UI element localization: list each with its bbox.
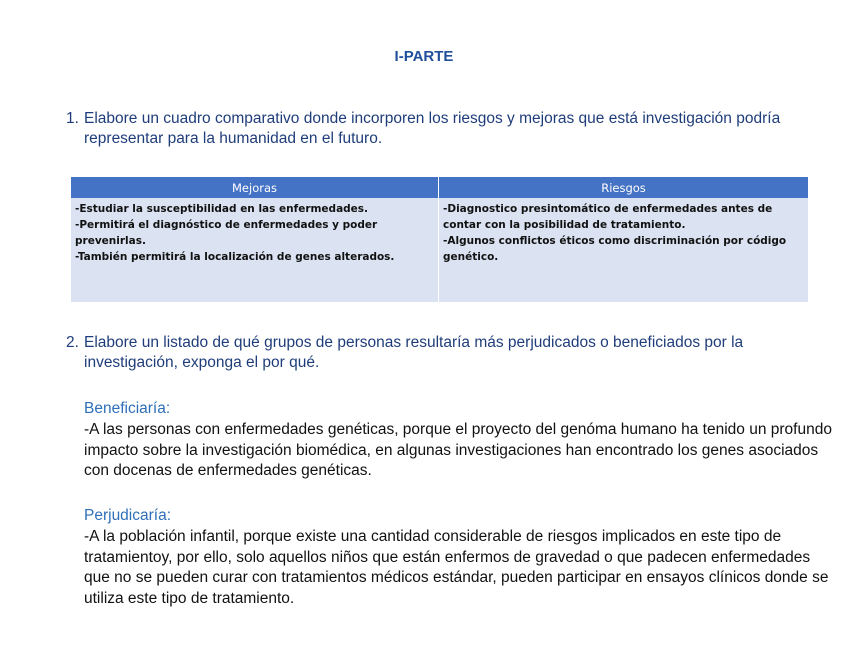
mejoras-cell (71, 198, 439, 302)
table-header-mejoras: Mejoras (71, 177, 439, 198)
question-1 (66, 109, 816, 149)
beneficiaria-heading: Beneficiaría: (84, 400, 171, 417)
table-header-row (71, 177, 808, 198)
question-2-text: Elabore un listado de qué grupos de personas resultaría más perjudicados o beneficiados por la investigación, exponga el por qué. (84, 334, 744, 371)
mejoras-item: -Permitirá el diagnóstico de enfermedades y poder prevenirlas. (75, 219, 378, 247)
page-title: I-PARTE (394, 48, 454, 65)
question-2 (66, 333, 816, 373)
mejoras-item: -También permitirá la localización de genes alterados. (75, 251, 395, 263)
question-2-number: 2. (66, 334, 79, 351)
question-1-text: Elabore un cuadro comparativo donde incorporen los riesgos y mejoras que está investigación podría representar para la humanidad en el futuro. (84, 110, 781, 147)
table-header-riesgos: Riesgos (439, 177, 809, 198)
beneficiaria-body: -A las personas con enfermedades genéticas, porque el proyecto del genóma humano ha tenido un profundo impacto sobre la investigación biomédica, en algunas investigaciones han encontrado los genes asociados con docenas de enfermedades genéticas. (84, 421, 832, 479)
riesgos-cell (439, 198, 809, 302)
riesgos-item: -Diagnostico presintomático de enfermedades antes de contar con la posibilidad de tratamiento. (443, 203, 773, 231)
comparison-table (71, 177, 808, 302)
riesgos-item: -Algunos conflictos éticos como discriminación por código genético. (443, 235, 787, 263)
table-row (71, 198, 808, 302)
question-1-number: 1. (66, 110, 79, 127)
perjudicaria-heading: Perjudicaría: (84, 507, 172, 524)
mejoras-item: -Estudiar la susceptibilidad en las enfermedades. (75, 203, 369, 215)
perjudicaria-body: -A la población infantil, porque existe una cantidad considerable de riesgos implicados en este tipo de tratamientoy, por ello, solo aquellos niños que están enfermos de gravedad o que padecen enfermedades que no se pueden curar con tratamientos médicos estándar, pueden participar en ensayos clínicos donde se utiliza este tipo de tratamiento. (84, 528, 829, 607)
